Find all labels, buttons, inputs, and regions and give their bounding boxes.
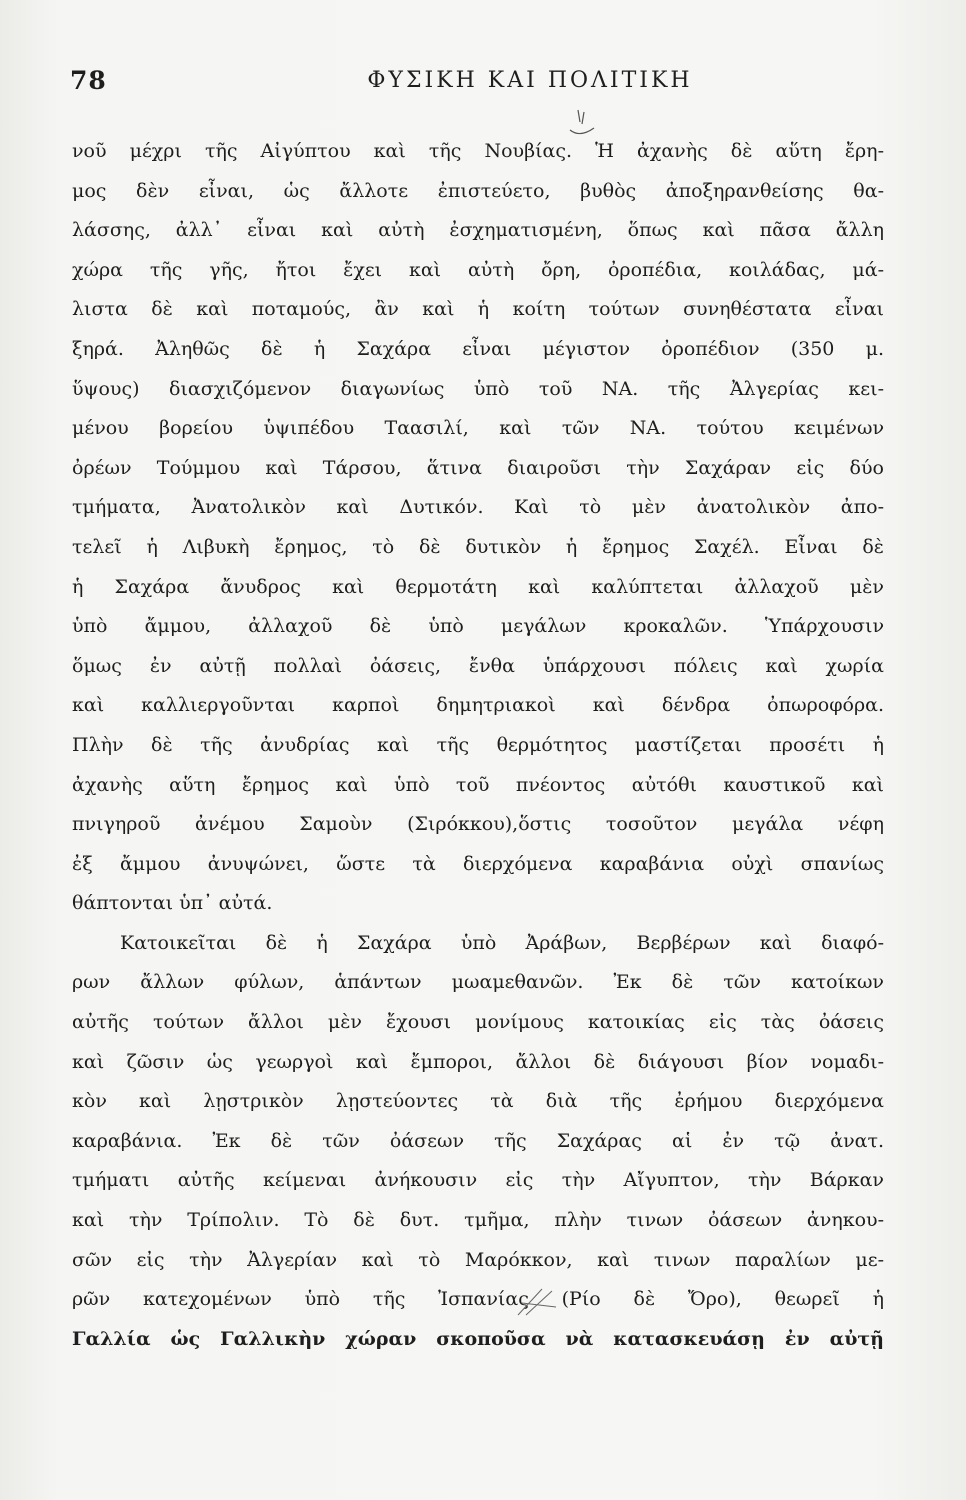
text-line: κὸν καὶ λῃστρικὸν λῃστεύοντες τὰ διὰ τῆς ἐρήμου διερχόμενα [72,1090,884,1113]
running-head: ΦΥΣΙΚΗ ΚΑΙ ΠΟΛΙΤΙΚΗ [367,68,693,93]
text-line: σῶν εἰς τὴν Ἀλγερίαν καὶ τὸ Μαρόκκον, καὶ τινων παραλίων με- [72,1248,884,1271]
text-line: ὀρέων Τούμμου καὶ Τάρσου, ἅτινα διαιροῦσι τὴν Σαχάραν εἰς δύο [72,456,884,479]
text-line: τμήματι αὐτῆς κείμεναι ἀνήκουσιν εἰς τὴν Αἴγυπτον, τὴν Βάρκαν [72,1169,884,1192]
text-line: νοῦ μέχρι τῆς Αἰγύπτου καὶ τῆς Νουβίας. Ἡ ἀχανὴς δὲ αὕτη ἔρη- [72,140,884,162]
text-line: τμήματα, Ἀνατολικὸν καὶ Δυτικόν. Καὶ τὸ μὲν ἀνατολικὸν ἀπο- [72,496,884,519]
text-line: ξηρά. Ἀληθῶς δὲ ἡ Σαχάρα εἶναι μέγιστον ὀροπέδιον (350 μ. [72,337,884,360]
text-line: Γαλλία ὡς Γαλλικὴν χώραν σκοποῦσα νὰ κατασκευάσῃ ἐν αὐτῇ [72,1327,884,1350]
text-line: τελεῖ ἡ Λιβυκὴ ἔρημος, τὸ δὲ δυτικὸν ἡ ἔρημος Σαχέλ. Εἶναι δὲ [72,535,884,558]
text-line: πνιγηροῦ ἀνέμου Σαμοὺν (Σιρόκκου),ὅστις τοσοῦτον μεγάλα νέφη [72,813,884,836]
text-line: ἐξ ἄμμου ἀνυψώνει, ὥστε τὰ διερχόμενα καραβάνια οὐχὶ σπανίως [72,852,884,875]
text-line: λιστα δὲ καὶ ποταμούς, ἂν καὶ ἡ κοίτη τούτων συνηθέστατα εἶναι [72,298,884,321]
text-line: ρων ἄλλων φύλων, ἁπάντων μωαμεθανῶν. Ἐκ δὲ τῶν κατοίκων [72,971,884,994]
text-line: ρῶν κατεχομένων ὑπὸ τῆς Ἰσπανίας (Ρίο δὲ Ὄρο), θεωρεῖ ἡ [72,1288,884,1311]
text-line: λάσσης, ἀλλ᾽ εἶναι καὶ αὐτὴ ἐσχηματισμένη, ὅπως καὶ πᾶσα ἄλλη [72,219,884,242]
text-line: καὶ τὴν Τρίπολιν. Τὸ δὲ δυτ. τμῆμα, πλὴν τινων ὀάσεων ἀνηκου- [72,1209,884,1232]
paragraph-start-line: Κατοικεῖται δὲ ἡ Σαχάρα ὑπὸ Ἀράβων, Βερβέρων καὶ διαφό- [120,931,884,954]
text-line: ὕψους) διασχιζόμενον διαγωνίως ὑπὸ τοῦ ΝΑ. τῆς Ἀλγερίας κει- [72,377,884,400]
text-line: ὑπὸ ἄμμου, ἀλλαχοῦ δὲ ὑπὸ μεγάλων κροκαλῶν. Ὑπάρχουσιν [72,615,884,638]
text-line: καραβάνια. Ἐκ δὲ τῶν ὀάσεων τῆς Σαχάρας αἱ ἐν τῷ ἀνατ. [72,1129,884,1152]
text-line: μένου βορείου ὑψιπέδου Ταασιλί, καὶ τῶν ΝΑ. τούτου κειμένων [72,417,884,440]
page-header [70,66,890,106]
paragraph-end-line: θάπτονται ὑπ᾽ αὐτά. [72,892,273,915]
page-number: 78 [70,66,107,95]
text-line: ὅμως ἐν αὐτῇ πολλαὶ ὀάσεις, ἔνθα ὑπάρχουσι πόλεις καὶ χωρία [72,654,884,677]
text-line: χώρα τῆς γῆς, ἤτοι ἔχει καὶ αὐτὴ ὄρη, ὀροπέδια, κοιλάδας, μά- [72,258,884,281]
text-line: καὶ ζῶσιν ὡς γεωργοὶ καὶ ἔμποροι, ἄλλοι δὲ διάγουσι βίον νομαδι- [72,1050,884,1073]
text-line: ἀχανὴς αὕτη ἔρημος καὶ ὑπὸ τοῦ πνέοντος αὐτόθι καυστικοῦ καὶ [72,773,884,796]
body-text [72,132,884,1359]
ink-scribble-mark [512,1285,562,1319]
text-line: Πλὴν δὲ τῆς ἀνυδρίας καὶ τῆς θερμότητος μαστίζεται προσέτι ἡ [72,733,884,756]
text-line: αὐτῆς τούτων ἄλλοι μὲν ἔχουσι μονίμους κατοικίας εἰς τὰς ὀάσεις [72,1011,884,1034]
text-line: μος δὲν εἶναι, ὡς ἄλλοτε ἐπιστεύετο, βυθὸς ἀποξηρανθείσης θα- [72,179,884,202]
text-line: ἡ Σαχάρα ἄνυδρος καὶ θερμοτάτη καὶ καλύπτεται ἀλλαχοῦ μὲν [72,575,884,598]
text-line: καὶ καλλιεργοῦνται καρποὶ δημητριακοὶ καὶ δένδρα ὀπωροφόρα. [72,694,884,717]
